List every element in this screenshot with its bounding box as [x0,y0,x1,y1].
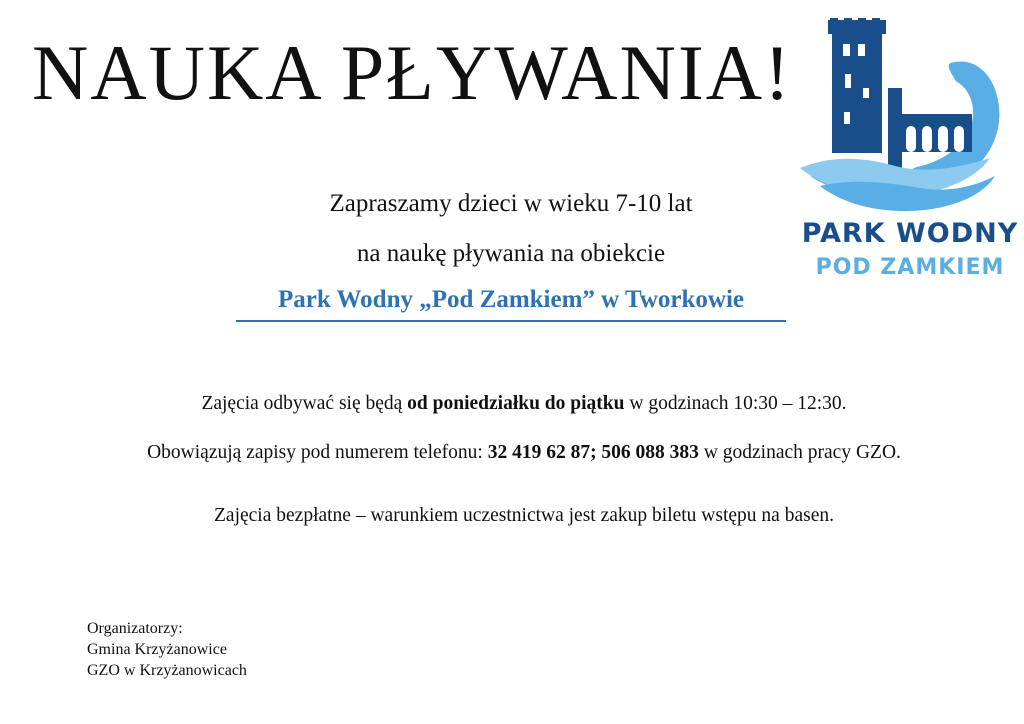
schedule-text-before: Zajęcia odbywać się będą [201,393,403,414]
organizer-item: GZO w Krzyżanowicach [87,662,247,679]
logo-text-park-wodny: PARK WODNY [801,218,1019,249]
registration-line [24,442,1024,464]
logo-text-pod-zamkiem: POD ZAMKIEM [815,255,1005,280]
schedule-text-after: w godzinach 10:30 – 12:30. [629,393,847,414]
schedule-line [24,393,1024,415]
registration-phone-numbers: 32 419 62 87; 506 088 383 [487,442,699,463]
invite-line-2: na naukę pływania na obiekcie [356,240,666,267]
castle-tower-wave-logo-icon [800,18,1020,213]
park-wodny-logo [800,18,1020,288]
fee-info-line: Zajęcia bezpłatne – warunkiem uczestnictwa jest zakup biletu wstępu na basen. [214,505,834,526]
organizers-label: Organizatorzy: [87,620,183,637]
venue-name: Park Wodny „Pod Zamkiem” w Tworkowie [236,286,786,322]
page-title: NAUKA PŁYWANIA! [32,29,793,116]
organizer-item: Gmina Krzyżanowice [87,641,227,658]
registration-text-after: w godzinach pracy GZO. [703,442,901,463]
registration-text-before: Obowiązują zapisy pod numerem telefonu: [147,442,483,463]
schedule-days: od poniedziałku do piątku [407,393,625,414]
invite-line-1: Zapraszamy dzieci w wieku 7-10 lat [329,190,693,217]
